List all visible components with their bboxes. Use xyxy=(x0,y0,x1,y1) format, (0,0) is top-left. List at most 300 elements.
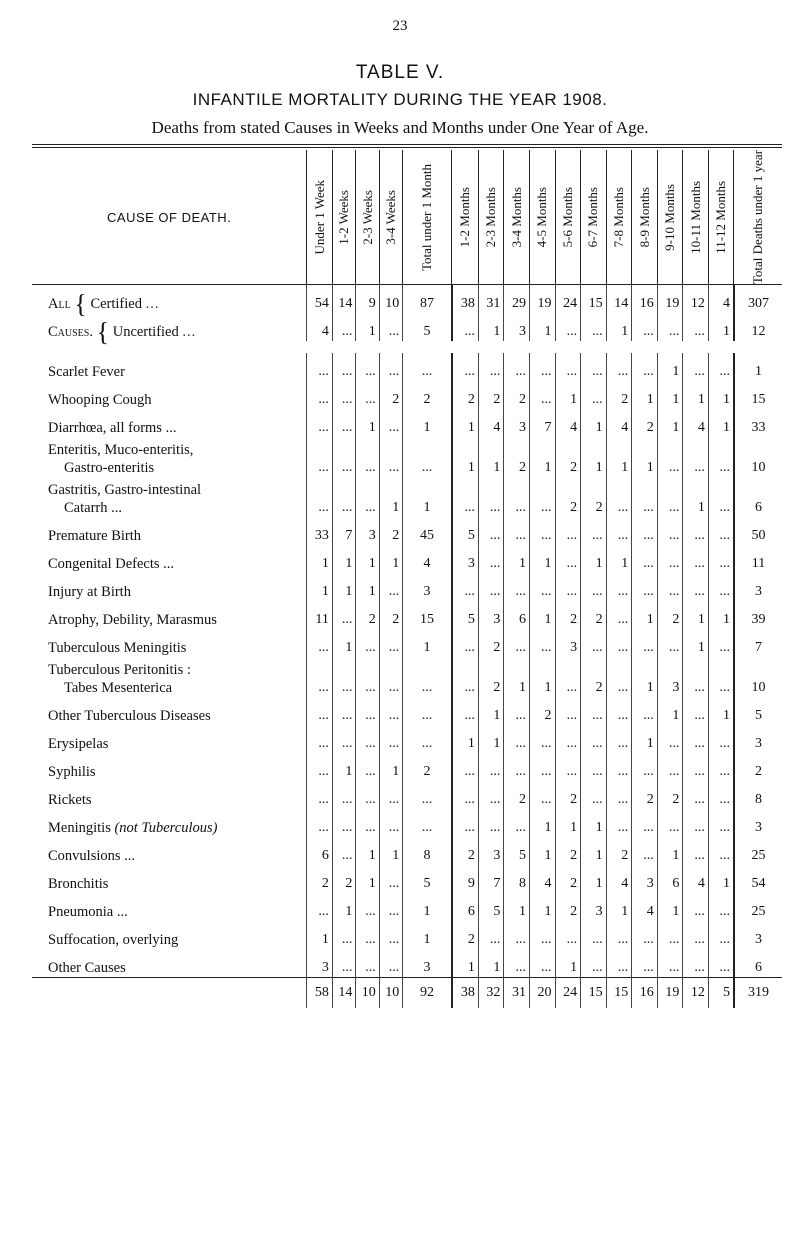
value-cell: ... xyxy=(606,921,632,949)
value-cell: ... xyxy=(452,657,479,697)
value-cell: 54 xyxy=(734,865,782,893)
value-cell: 1 xyxy=(529,601,555,629)
value-cell: 3 xyxy=(403,949,452,978)
column-header xyxy=(581,150,607,285)
value-cell: 12 xyxy=(734,313,782,341)
value-cell: ... xyxy=(379,781,402,809)
cause-label-text: Erysipelas xyxy=(48,736,109,753)
cause-row xyxy=(32,753,782,781)
cause-label xyxy=(32,477,307,517)
cause-label xyxy=(32,573,307,601)
value-cell: ... xyxy=(632,809,658,837)
value-cell: 31 xyxy=(478,285,504,314)
column-header-label: 11-12 Months xyxy=(713,180,729,254)
value-cell: 3 xyxy=(581,893,607,921)
value-cell: ... xyxy=(403,657,452,697)
value-cell: ... xyxy=(403,781,452,809)
cause-label xyxy=(32,545,307,573)
value-cell: 2 xyxy=(403,753,452,781)
column-header-label: 10-11 Months xyxy=(687,180,703,254)
cause-label-text: Other Tuberculous Diseases xyxy=(48,708,211,725)
value-cell: 12 xyxy=(683,978,709,1009)
value-cell: 38 xyxy=(452,978,479,1009)
causes-label: Causes. xyxy=(48,324,93,341)
value-cell: 12 xyxy=(683,285,709,314)
value-cell: ... xyxy=(581,725,607,753)
value-cell: 1 xyxy=(581,437,607,477)
brace-glyph: { xyxy=(96,317,110,347)
cause-row xyxy=(32,725,782,753)
value-cell: 5 xyxy=(504,837,530,865)
value-cell: 5 xyxy=(452,601,479,629)
value-cell: 1 xyxy=(478,725,504,753)
value-cell: 54 xyxy=(307,285,333,314)
value-cell: ... xyxy=(478,753,504,781)
cause-label-text: Gastritis, Gastro-intestinal xyxy=(48,482,202,499)
value-cell: ... xyxy=(657,753,683,781)
value-cell: ... xyxy=(606,781,632,809)
value-cell: 3 xyxy=(307,949,333,978)
value-cell: ... xyxy=(307,725,333,753)
value-cell: 1 xyxy=(356,837,379,865)
cause-label xyxy=(32,697,307,725)
value-cell: 24 xyxy=(555,285,581,314)
value-cell: ... xyxy=(529,629,555,657)
value-cell: 1 xyxy=(332,893,355,921)
value-cell: 16 xyxy=(632,285,658,314)
cause-row xyxy=(32,949,782,978)
value-cell: 9 xyxy=(452,865,479,893)
table-title: TABLE V. xyxy=(355,62,445,83)
value-cell: ... xyxy=(452,313,479,341)
value-cell: ... xyxy=(307,657,333,697)
cause-header: CAUSE OF DEATH. xyxy=(32,150,307,285)
value-cell: 1 xyxy=(708,601,734,629)
value-cell: ... xyxy=(606,949,632,978)
value-cell: ... xyxy=(379,409,402,437)
value-cell: 2 xyxy=(555,437,581,477)
cause-label xyxy=(32,437,307,477)
value-cell: 2 xyxy=(478,657,504,697)
value-cell: 5 xyxy=(708,978,734,1009)
value-cell: 1 xyxy=(581,809,607,837)
value-cell: ... xyxy=(403,437,452,477)
value-cell: ... xyxy=(379,657,402,697)
value-cell: ... xyxy=(452,353,479,381)
column-header-label: 8-9 Months xyxy=(636,186,652,248)
value-cell: ... xyxy=(632,517,658,545)
value-cell: 1 xyxy=(403,629,452,657)
cause-label xyxy=(32,921,307,949)
column-header xyxy=(452,150,479,285)
value-cell: 3 xyxy=(478,601,504,629)
value-cell: ... xyxy=(581,629,607,657)
table-caption: Deaths from stated Causes in Weeks and Months under One Year of Age. xyxy=(151,118,649,137)
value-cell: 1 xyxy=(657,381,683,409)
value-cell: ... xyxy=(683,781,709,809)
value-cell: 25 xyxy=(734,837,782,865)
value-cell: ... xyxy=(356,809,379,837)
cause-row xyxy=(32,477,782,517)
uncertified-label: Uncertified xyxy=(112,324,179,341)
totals-label-cell xyxy=(32,978,307,1009)
value-cell: ... xyxy=(581,921,607,949)
value-cell: 3 xyxy=(356,517,379,545)
value-cell: 2 xyxy=(307,865,333,893)
cause-label-line2: Tabes Mesenterica xyxy=(64,680,173,697)
cause-label-text: Suffocation, overlying xyxy=(48,932,179,949)
value-cell: ... xyxy=(683,313,709,341)
value-cell: ... xyxy=(632,353,658,381)
value-cell: ... xyxy=(529,381,555,409)
value-cell: ... xyxy=(657,517,683,545)
value-cell: 1 xyxy=(657,353,683,381)
value-cell: 2 xyxy=(504,437,530,477)
value-cell: 1 xyxy=(332,545,355,573)
cause-label-text: Diarrhœa, all forms ... xyxy=(48,420,177,437)
value-cell: ... xyxy=(478,353,504,381)
value-cell: ... xyxy=(332,781,355,809)
value-cell: ... xyxy=(452,809,479,837)
value-cell: 10 xyxy=(734,657,782,697)
value-cell: 10 xyxy=(356,978,379,1009)
value-cell: 2 xyxy=(581,657,607,697)
value-cell: ... xyxy=(356,381,379,409)
value-cell: 6 xyxy=(504,601,530,629)
value-cell: ... xyxy=(504,753,530,781)
value-cell: 1 xyxy=(307,921,333,949)
value-cell: ... xyxy=(708,753,734,781)
value-cell: ... xyxy=(555,697,581,725)
value-cell: ... xyxy=(606,601,632,629)
value-cell: ... xyxy=(332,837,355,865)
value-cell: ... xyxy=(332,313,355,341)
value-cell: 32 xyxy=(478,978,504,1009)
cause-label xyxy=(32,809,307,837)
value-cell: 1 xyxy=(504,893,530,921)
value-cell: ... xyxy=(504,517,530,545)
cause-label-text: Rickets xyxy=(48,792,92,809)
cause-row xyxy=(32,601,782,629)
value-cell: 3 xyxy=(734,809,782,837)
value-cell: ... xyxy=(683,657,709,697)
leader-dots: ... xyxy=(182,324,197,341)
value-cell: 1 xyxy=(356,409,379,437)
value-cell: ... xyxy=(379,725,402,753)
value-cell: ... xyxy=(581,753,607,781)
cause-row xyxy=(32,545,782,573)
value-cell: ... xyxy=(332,437,355,477)
value-cell: 2 xyxy=(452,921,479,949)
value-cell: 10 xyxy=(379,978,402,1009)
value-cell: ... xyxy=(356,921,379,949)
value-cell: 1 xyxy=(581,545,607,573)
value-cell: 2 xyxy=(504,781,530,809)
cause-label xyxy=(32,837,307,865)
value-cell: ... xyxy=(356,477,379,517)
value-cell: ... xyxy=(683,517,709,545)
cause-label xyxy=(32,781,307,809)
value-cell: 10 xyxy=(734,437,782,477)
value-cell: 2 xyxy=(403,381,452,409)
value-cell: ... xyxy=(632,573,658,601)
value-cell: 1 xyxy=(529,809,555,837)
value-cell: 1 xyxy=(529,893,555,921)
column-header-label: 9-10 Months xyxy=(662,183,678,251)
value-cell: 1 xyxy=(529,437,555,477)
value-cell: 50 xyxy=(734,517,782,545)
value-cell: ... xyxy=(403,353,452,381)
value-cell: 20 xyxy=(529,978,555,1009)
value-cell: 4 xyxy=(606,409,632,437)
value-cell: 7 xyxy=(529,409,555,437)
cause-label xyxy=(32,949,307,978)
cause-row xyxy=(32,809,782,837)
value-cell: ... xyxy=(379,573,402,601)
cause-label-line2: Catarrh ... xyxy=(64,500,122,517)
value-cell: 3 xyxy=(452,545,479,573)
cause-label-text: Whooping Cough xyxy=(48,392,152,409)
value-cell: ... xyxy=(581,573,607,601)
value-cell: ... xyxy=(555,545,581,573)
value-cell: ... xyxy=(632,697,658,725)
value-cell: 14 xyxy=(606,285,632,314)
value-cell: ... xyxy=(657,949,683,978)
cause-row xyxy=(32,629,782,657)
value-cell: 1 xyxy=(356,313,379,341)
value-cell: ... xyxy=(478,545,504,573)
cause-label xyxy=(32,657,307,697)
header-row xyxy=(32,150,782,285)
column-header xyxy=(307,150,333,285)
value-cell: ... xyxy=(657,573,683,601)
value-cell: ... xyxy=(632,837,658,865)
value-cell: 14 xyxy=(332,978,355,1009)
value-cell: 4 xyxy=(683,865,709,893)
value-cell: ... xyxy=(478,781,504,809)
value-cell: ... xyxy=(555,753,581,781)
value-cell: ... xyxy=(606,353,632,381)
value-cell: 1 xyxy=(403,409,452,437)
value-cell: 3 xyxy=(734,921,782,949)
column-header xyxy=(529,150,555,285)
value-cell: 1 xyxy=(708,409,734,437)
value-cell: ... xyxy=(529,573,555,601)
value-cell: 3 xyxy=(478,837,504,865)
value-cell: ... xyxy=(356,697,379,725)
value-cell: ... xyxy=(332,353,355,381)
value-cell: ... xyxy=(529,781,555,809)
value-cell: 9 xyxy=(356,285,379,314)
value-cell: ... xyxy=(332,921,355,949)
value-cell: ... xyxy=(606,477,632,517)
value-cell: ... xyxy=(606,629,632,657)
value-cell: 1 xyxy=(403,921,452,949)
value-cell: ... xyxy=(632,313,658,341)
value-cell: 1 xyxy=(356,865,379,893)
value-cell: 1 xyxy=(452,437,479,477)
value-cell: 1 xyxy=(632,381,658,409)
value-cell: ... xyxy=(307,381,333,409)
value-cell: 1 xyxy=(657,409,683,437)
value-cell: 2 xyxy=(555,837,581,865)
value-cell: 1 xyxy=(606,893,632,921)
value-cell: 6 xyxy=(452,893,479,921)
value-cell: 1 xyxy=(529,313,555,341)
all-causes-uncertified-row xyxy=(32,313,782,341)
value-cell: ... xyxy=(632,753,658,781)
value-cell: 4 xyxy=(478,409,504,437)
value-cell: ... xyxy=(581,313,607,341)
value-cell: 1 xyxy=(356,573,379,601)
cause-label-text: Enteritis, Muco-enteritis, xyxy=(48,442,194,459)
value-cell: 1 xyxy=(606,437,632,477)
value-cell: 1 xyxy=(504,657,530,697)
value-cell: 15 xyxy=(581,978,607,1009)
value-cell: ... xyxy=(379,629,402,657)
value-cell: 2 xyxy=(504,381,530,409)
value-cell: 2 xyxy=(657,601,683,629)
value-cell: ... xyxy=(683,353,709,381)
value-cell: 6 xyxy=(307,837,333,865)
value-cell: 2 xyxy=(555,781,581,809)
column-header-label: 5-6 Months xyxy=(559,186,575,248)
value-cell: 1 xyxy=(478,437,504,477)
value-cell: ... xyxy=(332,809,355,837)
value-cell: ... xyxy=(581,949,607,978)
value-cell: ... xyxy=(683,437,709,477)
column-header xyxy=(632,150,658,285)
value-cell: 4 xyxy=(632,893,658,921)
cause-label xyxy=(32,409,307,437)
table-subtitle: INFANTILE MORTALITY DURING THE YEAR 1908. xyxy=(192,90,608,109)
value-cell: 1 xyxy=(632,437,658,477)
value-cell: 5 xyxy=(478,893,504,921)
value-cell: 1 xyxy=(307,573,333,601)
value-cell: 1 xyxy=(657,893,683,921)
value-cell: ... xyxy=(332,381,355,409)
value-cell: 11 xyxy=(307,601,333,629)
spacer-row xyxy=(32,341,782,353)
value-cell: ... xyxy=(529,477,555,517)
value-cell: ... xyxy=(529,753,555,781)
value-cell: 31 xyxy=(504,978,530,1009)
value-cell: 1 xyxy=(555,381,581,409)
value-cell: ... xyxy=(555,573,581,601)
value-cell: ... xyxy=(708,437,734,477)
value-cell: 8 xyxy=(734,781,782,809)
value-cell: ... xyxy=(683,921,709,949)
column-header xyxy=(683,150,709,285)
column-header xyxy=(708,150,734,285)
value-cell: ... xyxy=(452,629,479,657)
value-cell: 19 xyxy=(529,285,555,314)
value-cell: 14 xyxy=(332,285,355,314)
value-cell: 58 xyxy=(307,978,333,1009)
value-cell: 1 xyxy=(529,657,555,697)
value-cell: ... xyxy=(657,725,683,753)
value-cell: 39 xyxy=(734,601,782,629)
value-cell: 7 xyxy=(332,517,355,545)
value-cell: ... xyxy=(708,893,734,921)
value-cell: 2 xyxy=(452,837,479,865)
value-cell: 1 xyxy=(478,697,504,725)
value-cell: ... xyxy=(632,629,658,657)
value-cell: ... xyxy=(504,725,530,753)
value-cell: ... xyxy=(504,477,530,517)
cause-label-text: Premature Birth xyxy=(48,528,142,545)
brace-glyph: { xyxy=(74,289,87,319)
column-header-label: 3-4 Weeks xyxy=(383,189,398,245)
value-cell: ... xyxy=(581,697,607,725)
value-cell: ... xyxy=(356,629,379,657)
value-cell: 1 xyxy=(708,865,734,893)
value-cell: ... xyxy=(452,697,479,725)
value-cell: ... xyxy=(403,697,452,725)
column-header xyxy=(504,150,530,285)
value-cell: ... xyxy=(379,437,402,477)
cause-row xyxy=(32,657,782,697)
cause-label-text: Bronchitis xyxy=(48,876,109,893)
cause-label xyxy=(32,753,307,781)
value-cell: ... xyxy=(307,893,333,921)
value-cell: ... xyxy=(555,517,581,545)
value-cell: 1 xyxy=(379,477,402,517)
value-cell: 1 xyxy=(356,545,379,573)
value-cell: 1 xyxy=(632,657,658,697)
column-header-label: 2-3 Months xyxy=(483,186,499,248)
value-cell: ... xyxy=(504,629,530,657)
value-cell: 4 xyxy=(307,313,333,341)
value-cell: ... xyxy=(708,657,734,697)
value-cell: ... xyxy=(632,477,658,517)
value-cell: ... xyxy=(403,809,452,837)
column-header-label: Total Deaths under 1 year xyxy=(750,150,766,285)
cause-label xyxy=(32,629,307,657)
column-header-label: Under 1 Week xyxy=(311,179,327,255)
value-cell: 319 xyxy=(734,978,782,1009)
value-cell: 4 xyxy=(708,285,734,314)
value-cell: 1 xyxy=(379,753,402,781)
value-cell: 1 xyxy=(606,545,632,573)
value-cell: ... xyxy=(478,477,504,517)
value-cell: 1 xyxy=(379,545,402,573)
column-header-label: 6-7 Months xyxy=(585,186,601,248)
value-cell: 2 xyxy=(657,781,683,809)
value-cell: ... xyxy=(657,809,683,837)
value-cell: ... xyxy=(606,517,632,545)
column-header xyxy=(734,150,782,285)
totals-row xyxy=(32,978,782,1009)
value-cell: ... xyxy=(356,949,379,978)
cause-label-text: Other Causes xyxy=(48,960,126,977)
column-header-label: 1-2 Weeks xyxy=(336,189,352,245)
value-cell: ... xyxy=(683,893,709,921)
value-cell: 1 xyxy=(307,545,333,573)
value-cell: ... xyxy=(708,949,734,978)
value-cell: ... xyxy=(478,573,504,601)
cause-label-italic: (not Tuberculous) xyxy=(114,820,218,837)
cause-label-text: Pneumonia ... xyxy=(48,904,128,921)
value-cell: 2 xyxy=(632,409,658,437)
value-cell: ... xyxy=(657,477,683,517)
cause-row xyxy=(32,781,782,809)
cause-label-text: Injury at Birth xyxy=(48,584,131,601)
all-label: All xyxy=(48,296,71,313)
value-cell: ... xyxy=(452,573,479,601)
value-cell: 1 xyxy=(452,409,479,437)
column-header-label: 4-5 Months xyxy=(534,186,550,248)
